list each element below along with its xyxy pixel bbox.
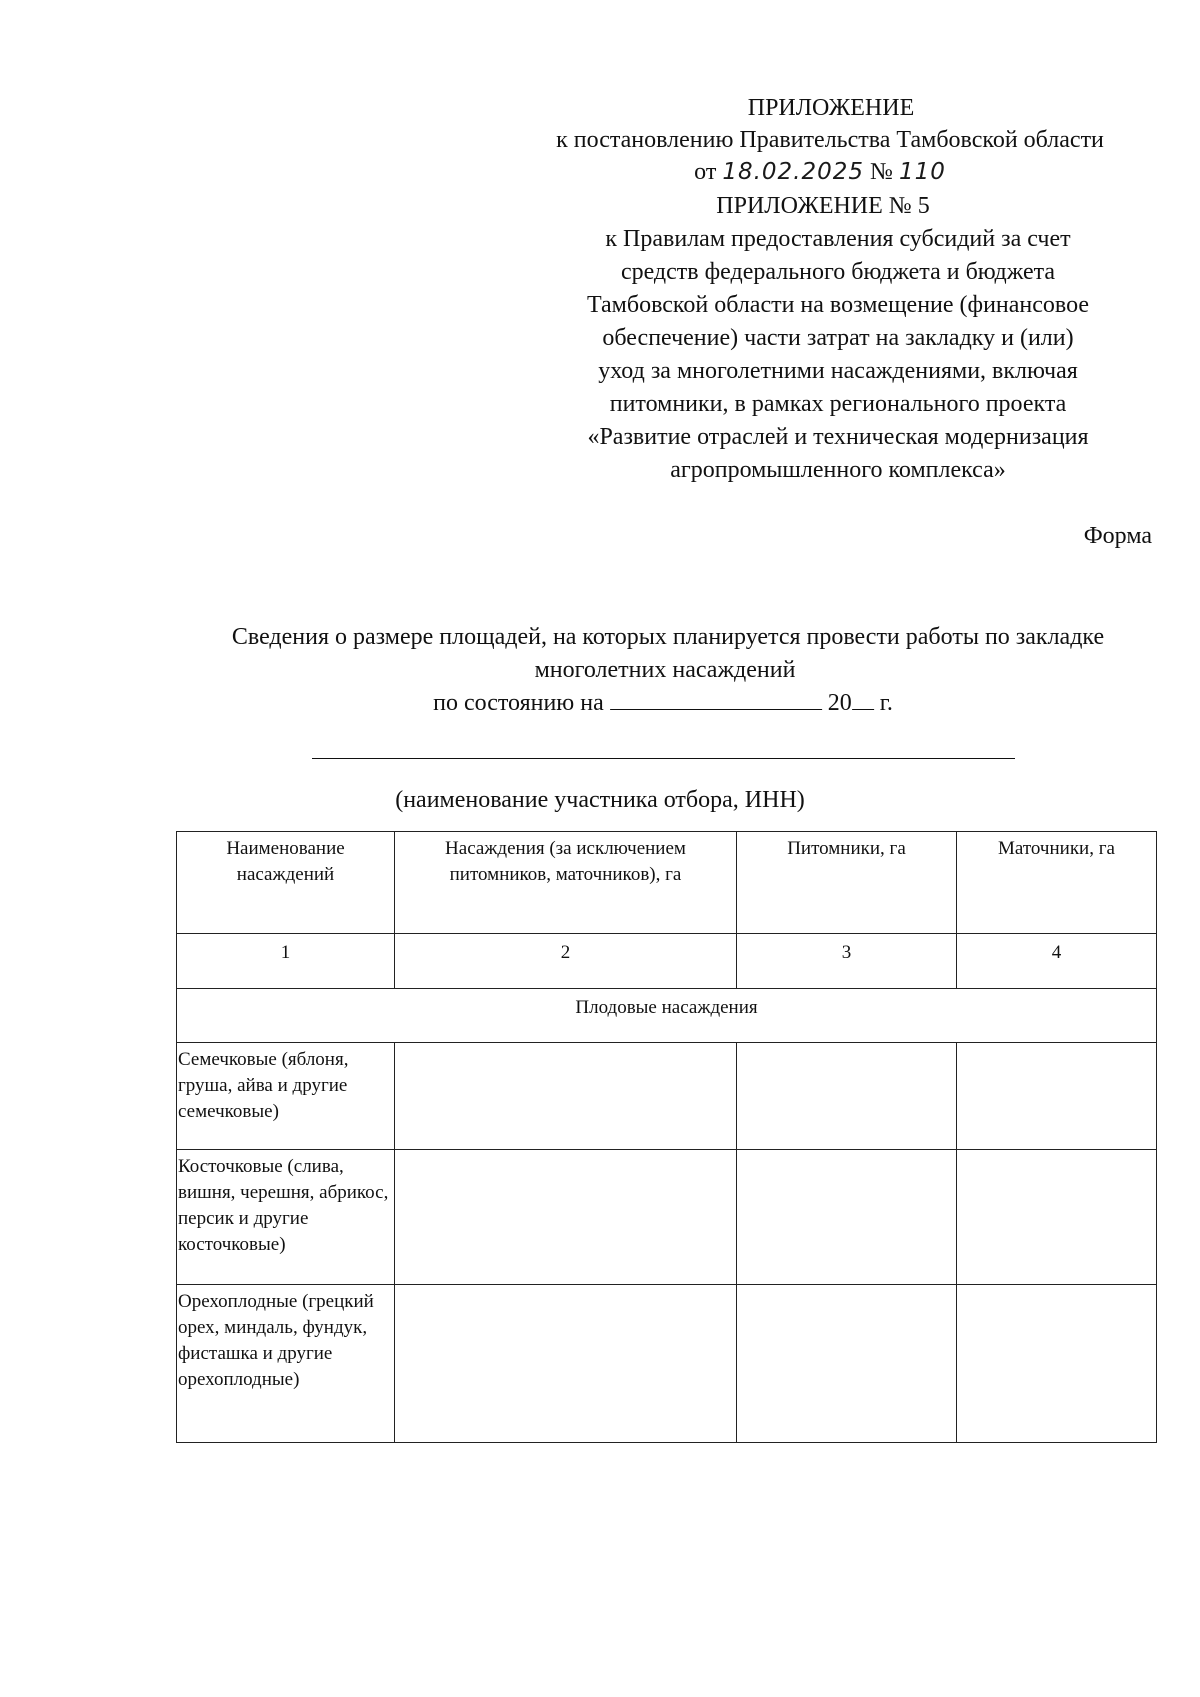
table-row [177, 1285, 1157, 1443]
rules-line: питомники, в рамках регионального проекта [609, 391, 1067, 417]
handwritten-number: 110 [898, 159, 946, 185]
row-name: Орехоплодные (грецкий орех, миндаль, фундук, фисташка и другие орехоплодные) [177, 1285, 395, 1443]
rules-line: «Развитие отраслей и техническая модернизация [587, 424, 1089, 450]
header-cell: Насаждения (за исключением питомников, маточников), га [395, 832, 737, 934]
area-cell[interactable] [395, 1285, 737, 1443]
mother-plant-cell[interactable] [957, 1150, 1157, 1285]
info-title-line-1: Сведения о размере площадей, на которых планируется провести работы по закладке [231, 624, 1105, 650]
area-cell[interactable] [395, 1043, 737, 1150]
year-blank [852, 687, 874, 710]
nursery-cell[interactable] [737, 1150, 957, 1285]
info-title-line-2: многолетних насаждений [534, 657, 796, 683]
mother-plant-cell[interactable] [957, 1285, 1157, 1443]
year-prefix: 20 [827, 690, 852, 716]
appendix-header [480, 92, 1200, 492]
header-cell: Наименование насаждений [177, 832, 395, 934]
date-prefix: от [694, 159, 717, 185]
row-name: Косточковые (слива, вишня, черешня, абрикос, персик и другие косточковые) [177, 1150, 395, 1285]
date-blank [610, 687, 822, 710]
as-of-prefix: по состоянию на [433, 690, 604, 716]
area-cell[interactable] [395, 1150, 737, 1285]
table-header-row [177, 832, 1157, 934]
resolution-reference: к постановлению Правительства Тамбовской области [556, 127, 1104, 153]
rules-line: средств федерального бюджета и бюджета [620, 259, 1056, 285]
rules-line: уход за многолетними насаждениями, включая [598, 358, 1078, 384]
participant-name-line [312, 758, 1015, 759]
rules-line: обеспечение) части затрат на закладку и (или) [602, 325, 1074, 351]
section-row [177, 989, 1157, 1043]
areas-table [176, 831, 1157, 1443]
number-sign: № [870, 159, 893, 185]
rules-line: к Правилам предоставления субсидий за счет [605, 226, 1071, 252]
participant-caption: (наименование участника отбора, ИНН) [395, 787, 805, 813]
rules-line: агропромышленного комплекса» [670, 457, 1006, 483]
rules-line: Тамбовской области на возмещение (финансовое [586, 292, 1090, 318]
year-suffix: г. [879, 690, 893, 716]
header-cell: Питомники, га [737, 832, 957, 934]
column-number-row [177, 934, 1157, 989]
column-number: 2 [395, 934, 737, 989]
nursery-cell[interactable] [737, 1285, 957, 1443]
as-of-date-line [433, 687, 893, 719]
form-label: Форма [1083, 523, 1152, 549]
appendix-title: ПРИЛОЖЕНИЕ [747, 95, 915, 121]
header-cell: Маточники, га [957, 832, 1157, 934]
column-number: 4 [957, 934, 1157, 989]
table-row [177, 1043, 1157, 1150]
annex-title: ПРИЛОЖЕНИЕ № 5 [716, 193, 930, 219]
section-title: Плодовые насаждения [177, 989, 1157, 1043]
mother-plant-cell[interactable] [957, 1043, 1157, 1150]
resolution-date-number [694, 156, 946, 188]
column-number: 1 [177, 934, 395, 989]
handwritten-date: 18.02.2025 [722, 159, 865, 185]
table-row [177, 1150, 1157, 1285]
row-name: Семечковые (яблоня, груша, айва и другие семечковые) [177, 1043, 395, 1150]
column-number: 3 [737, 934, 957, 989]
nursery-cell[interactable] [737, 1043, 957, 1150]
